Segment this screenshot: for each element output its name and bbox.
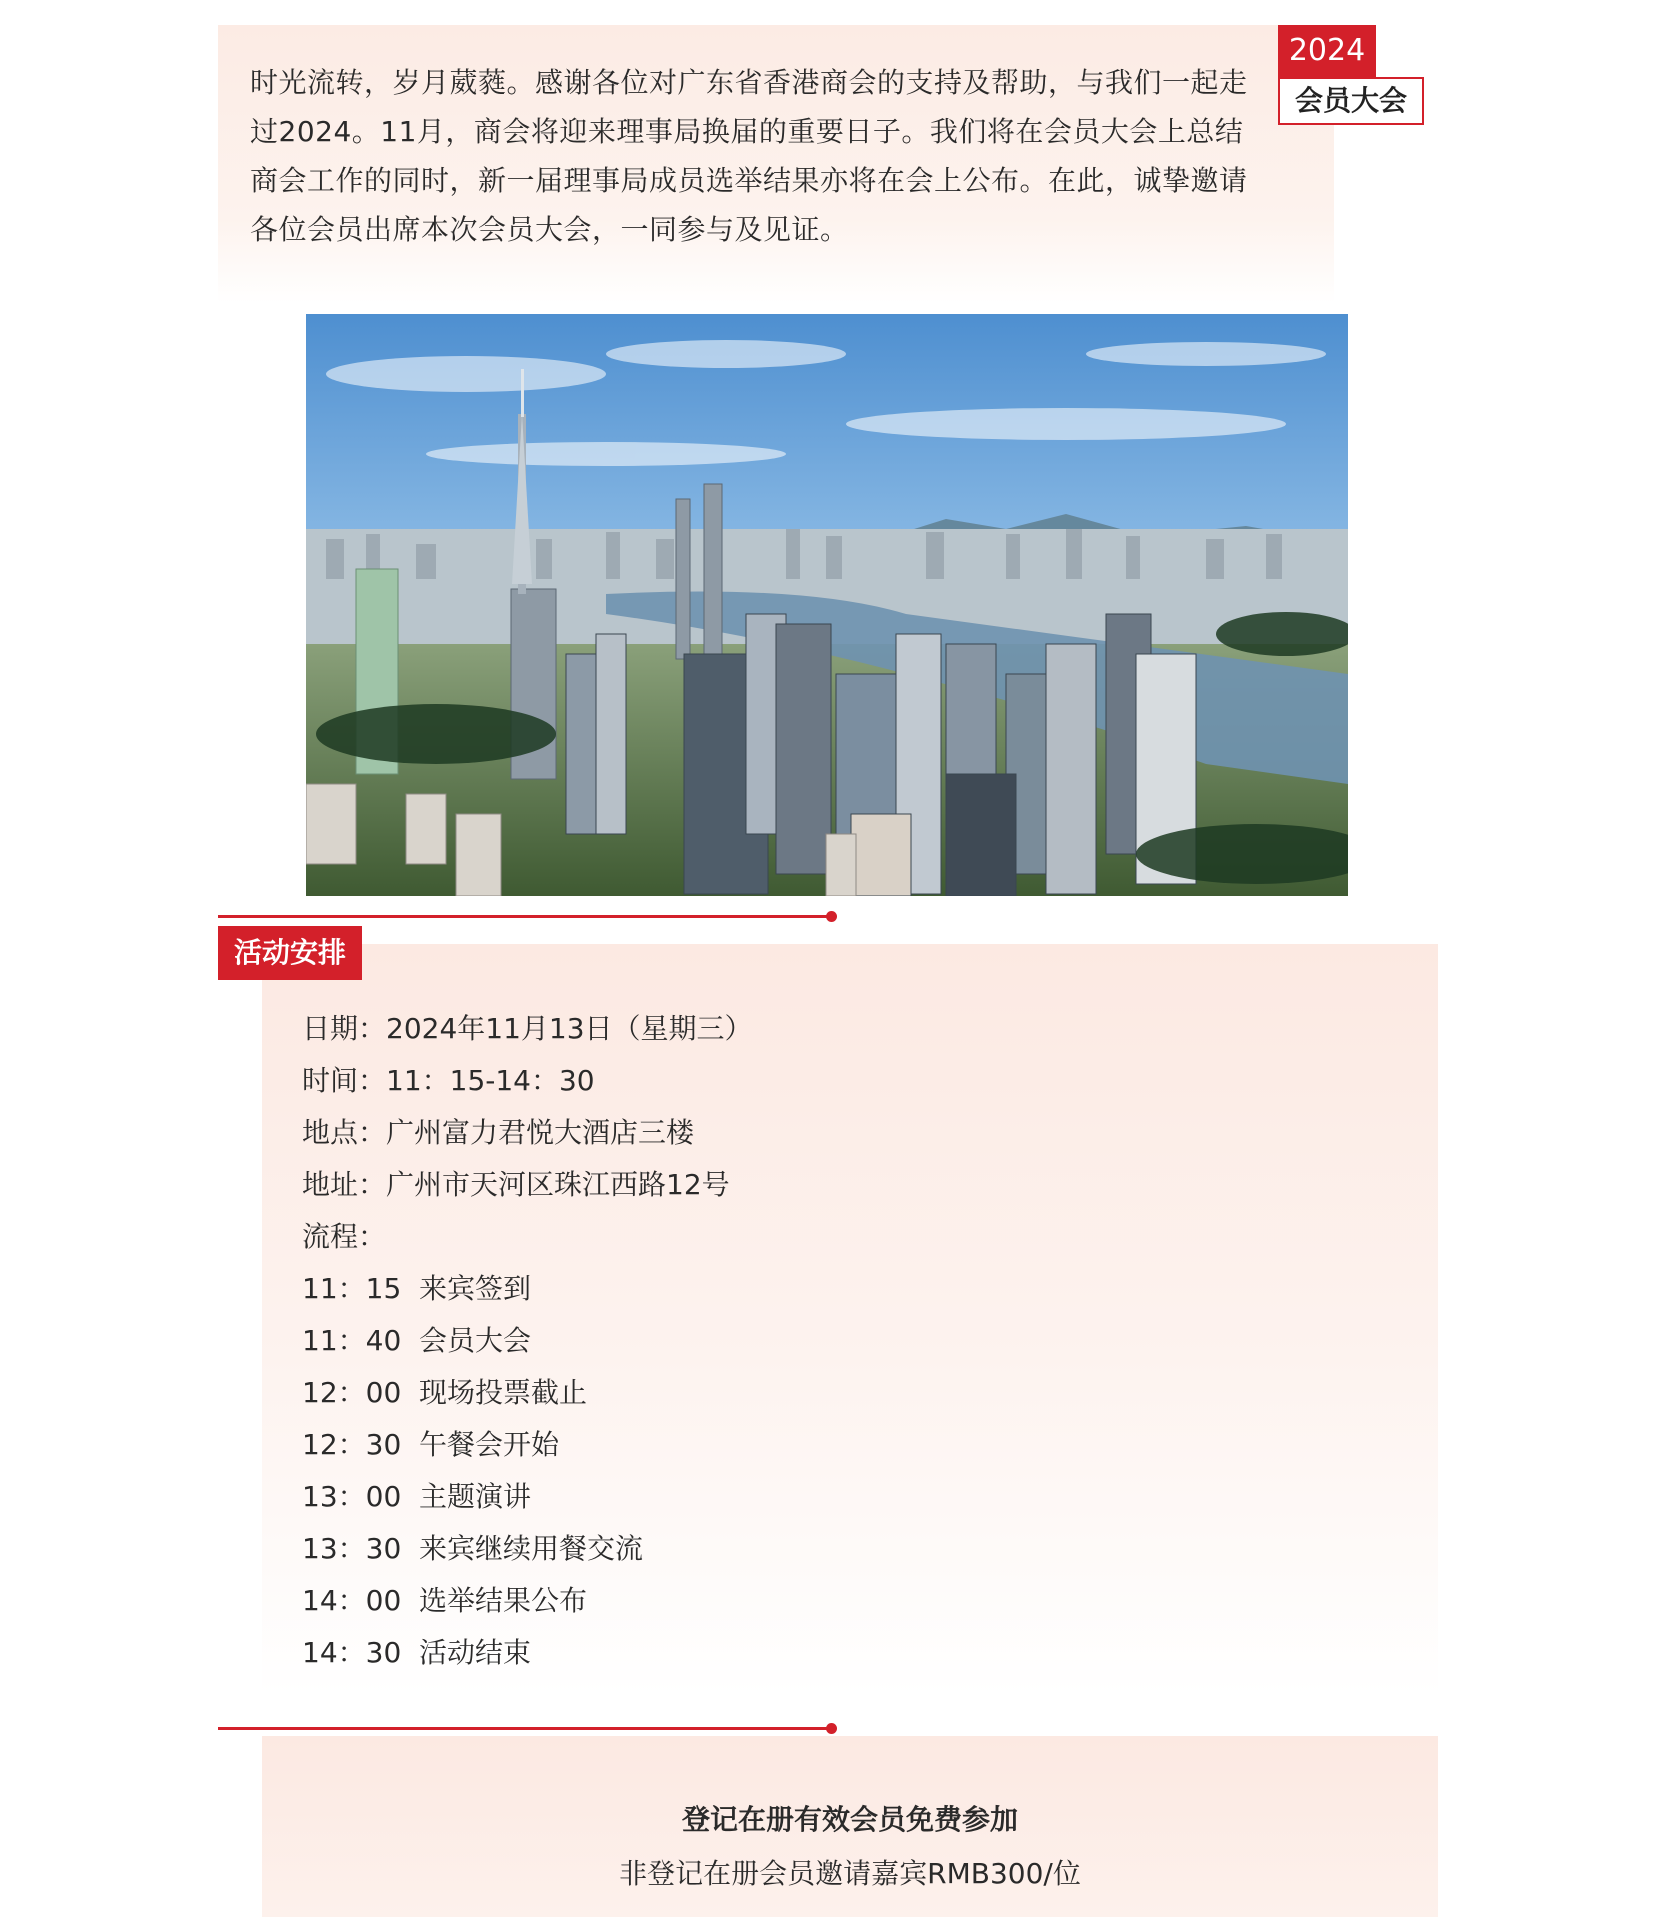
schedule-item: 13：30 来宾继续用餐交流 xyxy=(302,1532,644,1565)
guest-fee-text: 非登记在册会员邀请嘉宾RMB300/位 xyxy=(619,1857,1081,1890)
schedule-list xyxy=(302,1003,753,1679)
schedule-venue: 地点：广州富力君悦大酒店三楼 xyxy=(302,1116,695,1149)
event-title-badge: 会员大会 xyxy=(1278,77,1424,125)
schedule-section-tag: 活动安排 xyxy=(218,926,362,980)
city-skyline-photo xyxy=(306,314,1348,896)
divider-dot xyxy=(826,1723,837,1734)
section-divider xyxy=(218,915,832,918)
schedule-item: 12：30 午餐会开始 xyxy=(302,1428,560,1461)
intro-paragraph: 时光流转，岁月葳蕤。感谢各位对广东省香港商会的支持及帮助，与我们一起走过2024。11月，商会将迎来理事局换届的重要日子。我们将在会员大会上总结商会工作的同时，新一届理事局成员选举结果亦将在会上公布。在此，诚挚邀请各位会员出席本次会员大会，一同参与及见证。 xyxy=(250,66,1248,246)
schedule-time: 时间：11：15-14：30 xyxy=(302,1064,595,1097)
member-fee-text: 登记在册有效会员免费参加 xyxy=(681,1803,1018,1836)
section-divider xyxy=(218,1727,832,1730)
schedule-item: 14：30 活动结束 xyxy=(302,1636,532,1669)
schedule-item: 11：15 来宾签到 xyxy=(302,1272,532,1305)
schedule-program-heading: 流程： xyxy=(302,1220,387,1253)
schedule-item: 13：00 主题演讲 xyxy=(302,1480,532,1513)
schedule-address: 地址：广州市天河区珠江西路12号 xyxy=(302,1168,730,1201)
schedule-item: 12：00 现场投票截止 xyxy=(302,1376,588,1409)
schedule-date: 日期：2024年11月13日（星期三） xyxy=(302,1012,753,1045)
skyline-illustration xyxy=(306,314,1348,896)
divider-dot xyxy=(826,911,837,922)
schedule-item: 11：40 会员大会 xyxy=(302,1324,532,1357)
year-badge: 2024 xyxy=(1278,25,1376,77)
schedule-item: 14：00 选举结果公布 xyxy=(302,1584,588,1617)
